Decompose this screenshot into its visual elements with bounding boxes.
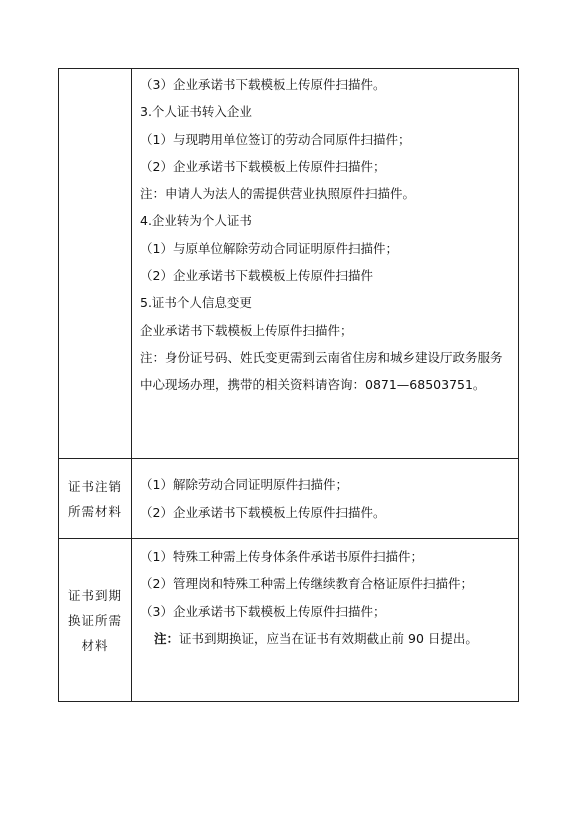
label-line: 证书到期 (67, 587, 122, 603)
label-line: 所需材料 (67, 503, 122, 519)
text-line: 企业承诺书下载模板上传原件扫描件； (140, 322, 353, 338)
label-line: 证书注销 (67, 478, 122, 494)
note-line (140, 625, 510, 652)
text-line: （3）企业承诺书下载模板上传原件扫描件。 (140, 77, 386, 92)
content-cell (132, 539, 519, 702)
table-row (59, 69, 519, 459)
label-cell-empty (59, 69, 132, 459)
note-text: 证书到期换证，应当在证书有效期截止前 90 日提出。 (179, 630, 478, 646)
note-label: 注： (154, 630, 180, 646)
text-line: （1）解除劳动合同证明原件扫描件； (140, 477, 348, 493)
text-line: （2）管理岗和特殊工种需上传继续教育合格证原件扫描件； (140, 576, 473, 592)
text-line: （2）企业承诺书下载模板上传原件扫描件； (140, 158, 386, 174)
row-label-cancellation (59, 459, 132, 539)
note-paragraph: 注：身份证号码、姓氏变更需到云南省住房和城乡建设厅政务服务中心现场办理，携带的相关资料请咨询：0871—68503751。 (140, 349, 503, 393)
text-line: （1）与原单位解除劳动合同证明原件扫描件； (140, 240, 398, 256)
label-line: 换证所需 (67, 612, 122, 628)
label-line: 材料 (81, 637, 109, 653)
materials-table (58, 68, 519, 702)
text-line: （1）特殊工种需上传身体条件承诺书原件扫描件； (140, 549, 423, 564)
row-label-renewal (59, 539, 132, 702)
table-row (59, 539, 519, 702)
content-cell (132, 459, 519, 539)
note-line: 注：申请人为法人的需提供营业执照原件扫描件。 (140, 186, 416, 202)
text-line: （2）企业承诺书下载模板上传原件扫描件。 (140, 504, 386, 520)
section-heading: 5.证书个人信息变更 (140, 295, 252, 311)
text-line: （3）企业承诺书下载模板上传原件扫描件； (140, 603, 386, 619)
text-line: （1）与现聘用单位签订的劳动合同原件扫描件； (140, 131, 411, 147)
section-heading: 3.个人证书转入企业 (140, 104, 252, 120)
content-cell (132, 69, 519, 459)
table-row (59, 459, 519, 539)
section-heading: 4.企业转为个人证书 (140, 213, 252, 229)
text-line: （2）企业承诺书下载模板上传原件扫描件 (140, 268, 373, 284)
